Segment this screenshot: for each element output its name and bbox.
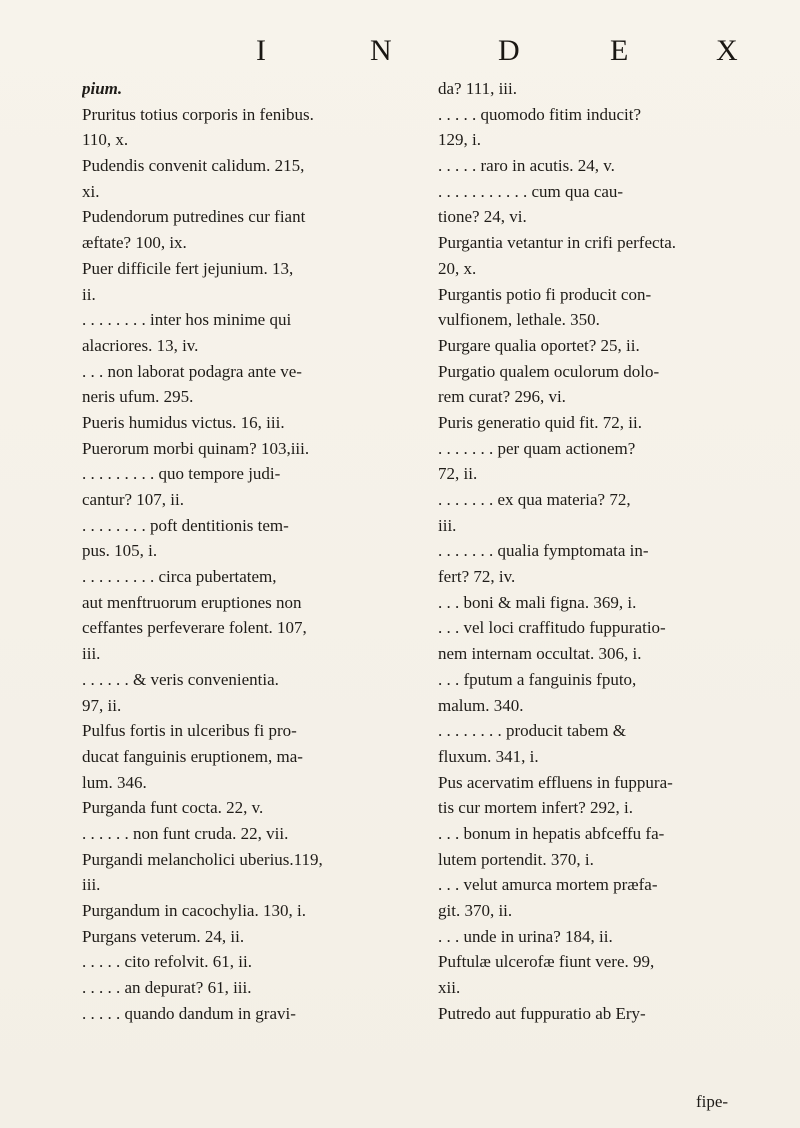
- index-line: . . . . . . . ex qua materia? 72,: [438, 490, 631, 509]
- index-line: . . . . . . . per quam actionem?: [438, 438, 636, 458]
- index-line: tione? 24, vi.: [438, 207, 527, 227]
- index-line: iii.: [82, 875, 101, 895]
- index-line: alacriores. 13, iv.: [82, 335, 199, 355]
- index-line: . . . boni & mali figna. 369, i.: [438, 592, 637, 612]
- index-line: . . . vel loci craffitudo fuppuratio-: [438, 618, 666, 638]
- index-line: iii.: [82, 644, 101, 664]
- index-line: . . . . . an depurat? 61, iii.: [82, 978, 252, 998]
- header-letter-d: D: [498, 34, 520, 67]
- index-line: tis cur mortem infert? 292, i.: [438, 798, 633, 818]
- index-line: Pudendorum putredines cur fiant: [82, 207, 306, 227]
- index-line: vulfionem, lethale. 350.: [438, 310, 600, 330]
- index-line: rem curat? 296, vi.: [438, 387, 566, 407]
- right-column: [438, 76, 798, 1026]
- index-line: . . . velut amurca mortem præfa-: [438, 875, 658, 895]
- index-line: . . . unde in urina? 184, ii.: [438, 926, 613, 946]
- index-line: iii.: [438, 515, 457, 535]
- index-line: nem internam occultat. 306, i.: [438, 644, 642, 664]
- index-line: Pus acervatim effluens in fuppura-: [438, 772, 673, 792]
- index-line: Pudendis convenit calidum. 215,: [82, 156, 305, 176]
- index-line: ceffantes perfeverare folent. 107,: [82, 618, 307, 638]
- index-line: lutem portendit. 370, i.: [438, 849, 594, 869]
- index-line: . . . . . . . . . circa pubertatem,: [82, 567, 277, 587]
- index-line: Purgatio qualem oculorum dolo-: [438, 361, 660, 381]
- index-line: . . . . . . . . . quo tempore judi-: [82, 464, 281, 484]
- index-line: 129, i.: [438, 130, 481, 150]
- index-line: . . . . . . . . . . . cum qua cau-: [438, 181, 624, 201]
- index-line: Puerorum morbi quinam? 103,iii.: [82, 438, 310, 458]
- index-line: . . . bonum in hepatis abfceffu fa-: [438, 823, 665, 843]
- index-line: 20, x.: [438, 258, 477, 278]
- index-line: pium.: [82, 79, 123, 98]
- index-line: . . . non laborat podagra ante ve-: [82, 361, 302, 381]
- index-line: Purgantia vetantur in crifi perfecta.: [438, 233, 677, 253]
- index-line: . . . . . . . . producit tabem &: [438, 721, 626, 741]
- index-line: . . . . . . . qualia fymptomata in-: [438, 541, 649, 561]
- index-line: ducat fanguinis eruptionem, ma-: [82, 746, 303, 766]
- index-line: pus. 105, i.: [82, 541, 158, 561]
- index-line: Purganda funt cocta. 22, v.: [82, 798, 264, 818]
- index-line: Purgandum in cacochylia. 130, i.: [82, 901, 306, 920]
- index-line: fluxum. 341, i.: [438, 746, 539, 766]
- index-line: 110, x.: [82, 130, 129, 150]
- index-line: lum. 346.: [82, 772, 147, 792]
- index-line: . . . fputum a fanguinis fputo,: [438, 669, 637, 689]
- index-line: malum. 340.: [438, 695, 524, 715]
- index-line: Purgandi melancholici uberius.119,: [82, 849, 323, 869]
- index-line: da? 111, iii.: [438, 79, 517, 98]
- index-line: . . . . . . . . inter hos minime qui: [82, 310, 292, 330]
- index-line: cantur? 107, ii.: [82, 490, 184, 509]
- index-line: 72, ii.: [438, 464, 478, 484]
- index-line: . . . . . cito refolvit. 61, ii.: [82, 952, 252, 972]
- index-line: fert? 72, iv.: [438, 567, 516, 587]
- header-letter-e: E: [610, 34, 629, 67]
- index-line: ii.: [82, 284, 96, 304]
- index-line: Pruritus totius corporis in fenibus.: [82, 104, 314, 124]
- index-line: xii.: [438, 978, 461, 998]
- index-line: . . . . . quando dandum in gravi-: [82, 1003, 296, 1023]
- index-line: Purgantis potio fi producit con-: [438, 284, 652, 304]
- index-line: . . . . . quomodo fitim inducit?: [438, 104, 642, 124]
- index-line: . . . . . raro in acutis. 24, v.: [438, 156, 615, 176]
- index-line: . . . . . . . . poft dentitionis tem-: [82, 515, 289, 535]
- header-letter-x: X: [716, 34, 738, 67]
- index-line: aut menftruorum eruptiones non: [82, 592, 302, 612]
- index-line: Puer difficile fert jejunium. 13,: [82, 258, 294, 278]
- catchword: fipe-: [696, 1092, 729, 1111]
- index-line: æftate? 100, ix.: [82, 233, 187, 253]
- index-line: neris ufum. 295.: [82, 387, 194, 407]
- header-letter-n: N: [370, 34, 392, 67]
- index-line: Pueris humidus victus. 16, iii.: [82, 412, 285, 432]
- index-line: git. 370, ii.: [438, 901, 513, 920]
- index-line: Purgare qualia oportet? 25, ii.: [438, 335, 640, 355]
- index-line: Purgans veterum. 24, ii.: [82, 926, 245, 946]
- index-line: 97, ii.: [82, 695, 122, 715]
- index-line: Puris generatio quid fit. 72, ii.: [438, 412, 642, 432]
- index-line: xi.: [82, 181, 100, 201]
- index-line: . . . . . . non funt cruda. 22, vii.: [82, 823, 289, 843]
- index-line: Puftulæ ulcerofæ fiunt vere. 99,: [438, 952, 655, 972]
- header-letter-i: I: [256, 34, 266, 67]
- index-line: Pulfus fortis in ulceribus fi pro-: [82, 721, 297, 741]
- index-line: Putredo aut fuppuratio ab Ery-: [438, 1003, 646, 1023]
- index-line: . . . . . . & veris convenientia.: [82, 669, 279, 689]
- left-column: [82, 76, 442, 1026]
